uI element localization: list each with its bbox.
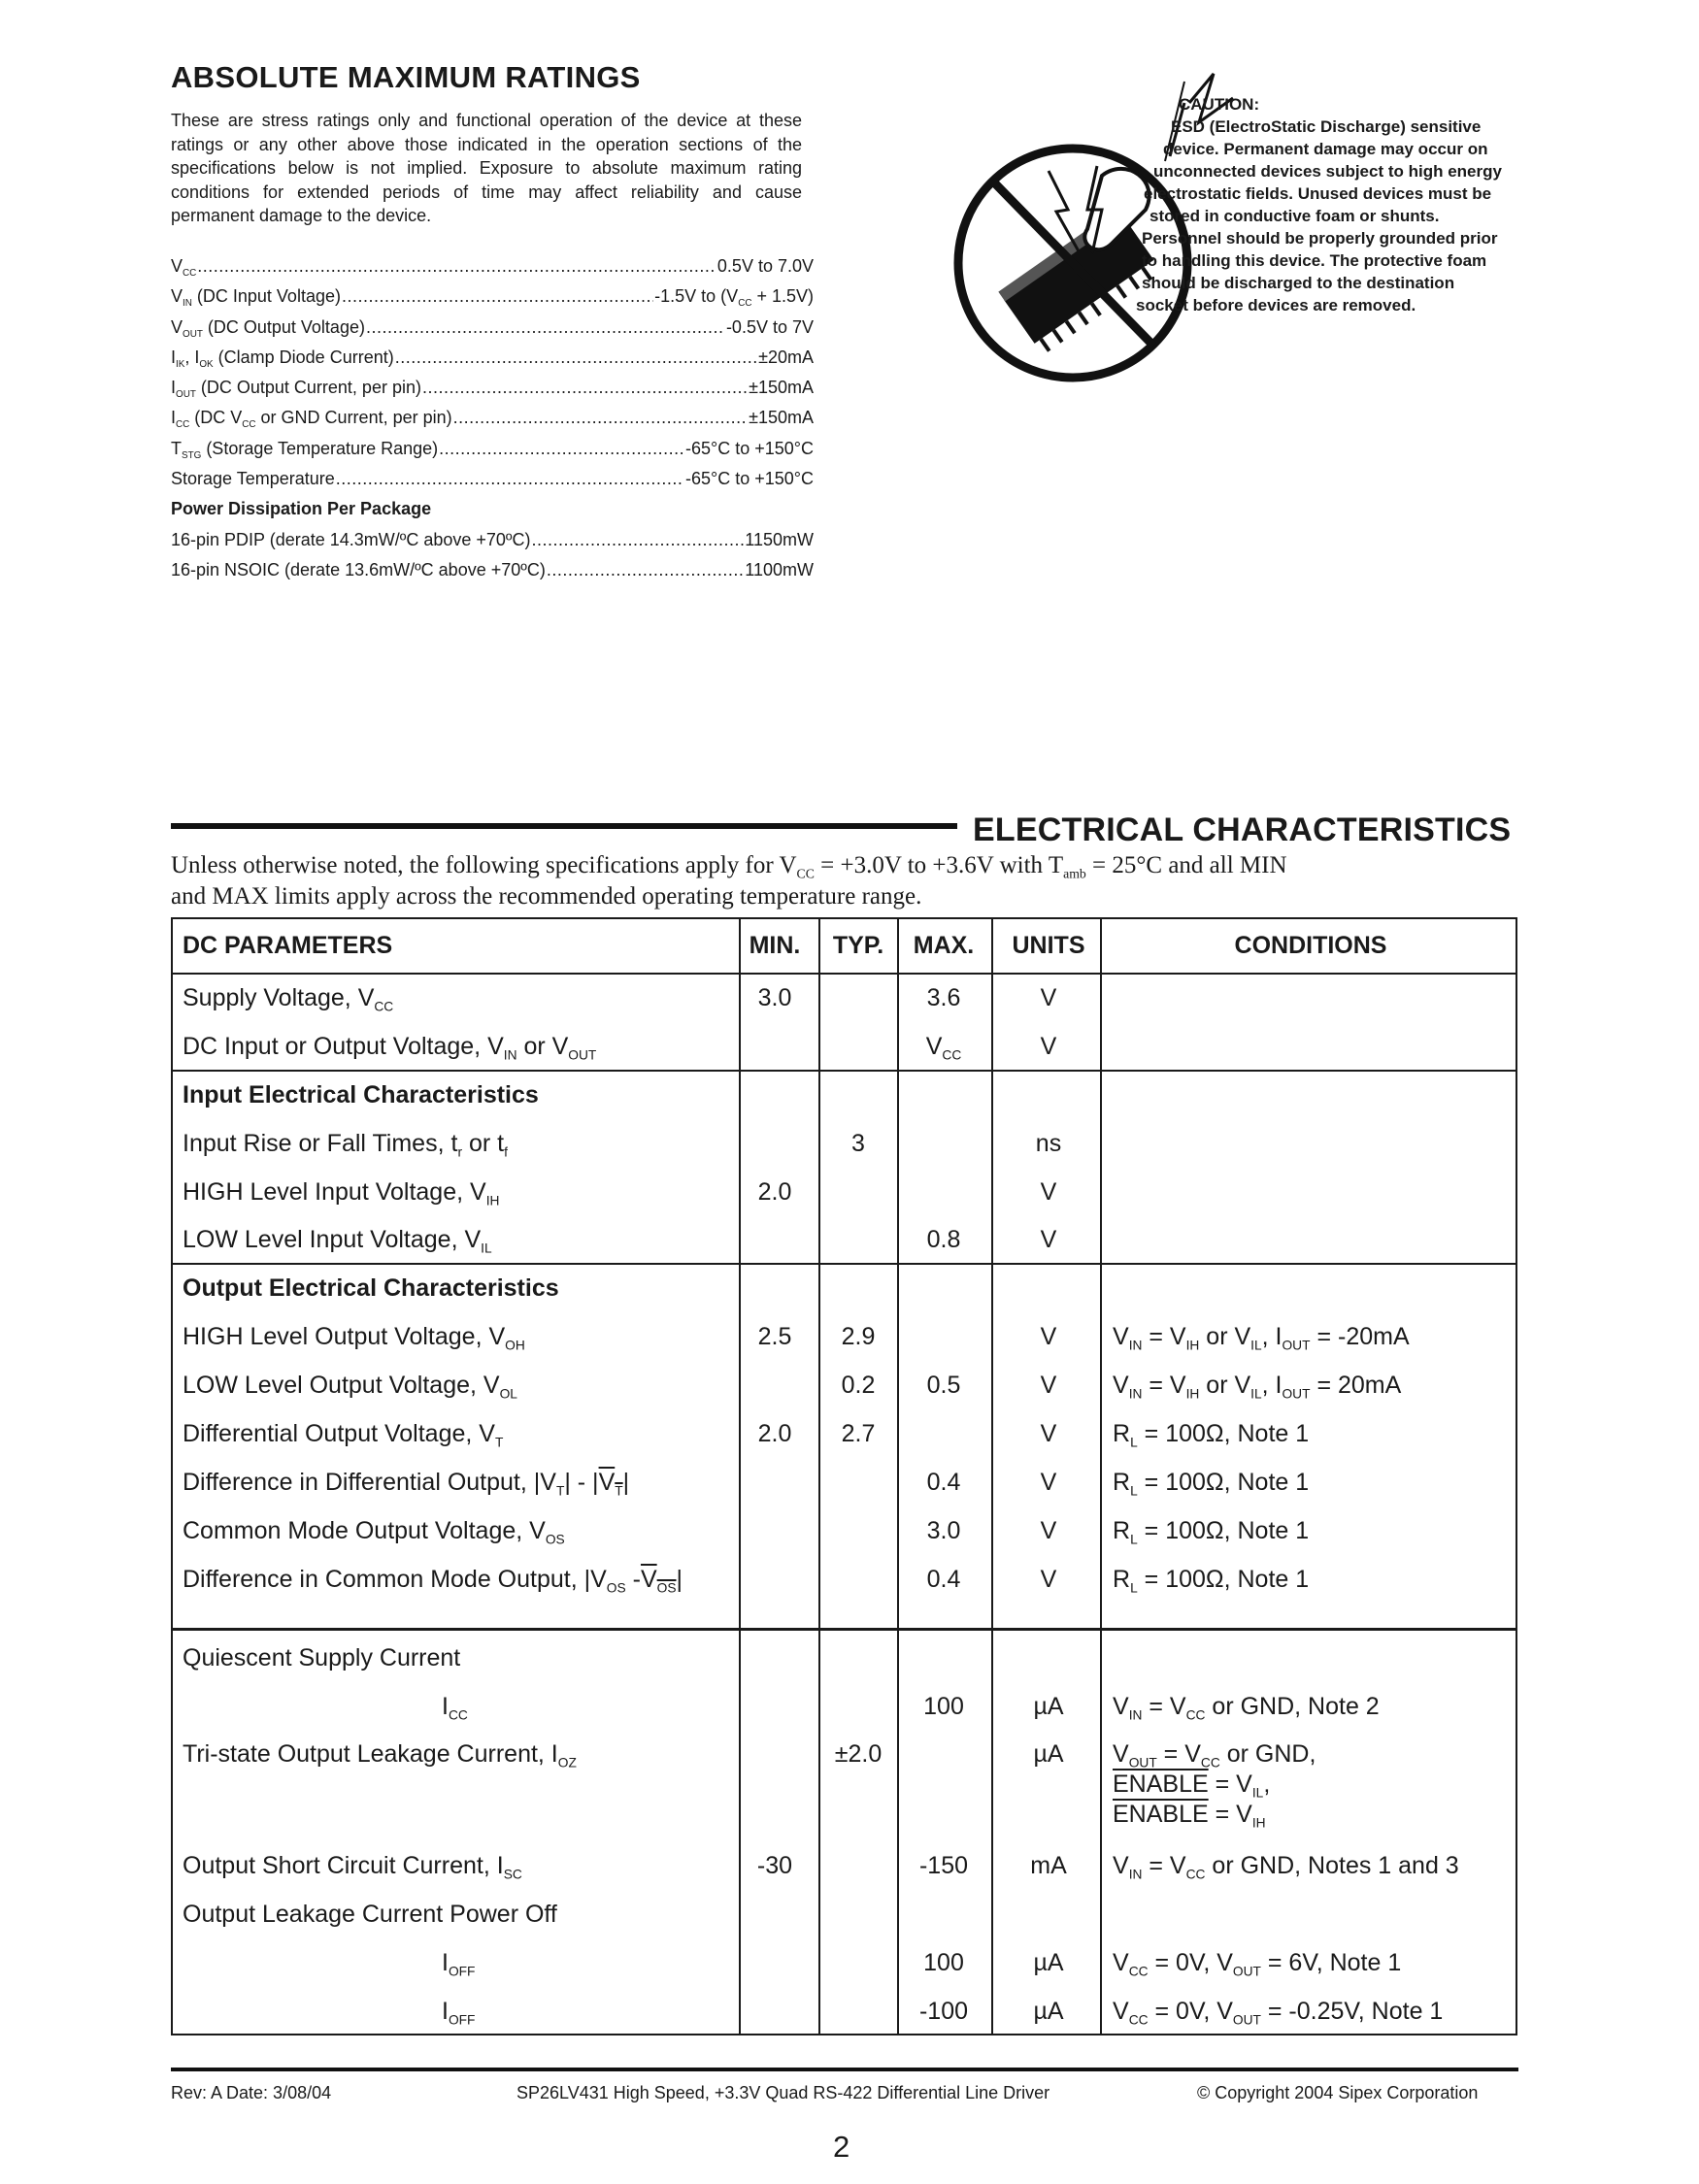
ratings-list bbox=[171, 256, 814, 590]
condition: $V_{IN} = V_{IH}$ or $V_{IL}$, $I_{OUT} = 20mA$ bbox=[1113, 1372, 1402, 1402]
condition: $V_{IN} = V_{CC}$ or GND, Notes 1 and 3 bbox=[1113, 1852, 1459, 1882]
footer-rule bbox=[171, 2068, 1518, 2071]
caution-line: CAUTION: bbox=[1179, 95, 1260, 114]
rating-vin: $V_{IN}$ (DC Input Voltage) ..... -1.5V to $(V_{CC} + 1.5V)$ bbox=[171, 286, 814, 316]
typ-value: 2.9 bbox=[841, 1323, 876, 1350]
power-heading: Power Dissipation Per Package bbox=[171, 499, 432, 519]
row-divider bbox=[173, 1628, 1516, 1631]
section-input: Input Electrical Characteristics bbox=[183, 1081, 539, 1109]
caution-line: socket before devices are removed. bbox=[1136, 296, 1416, 314]
rating-tstg: $T_{STG}$ (Storage Temperature Range) ..... -65°C to +150°C bbox=[171, 439, 814, 469]
unit-value: µA bbox=[1033, 1693, 1064, 1720]
table-row: Differential Output Voltage, $V_T$ bbox=[183, 1420, 504, 1450]
rating-vout: $V_{OUT}$ (DC Output Voltage) ..... -0.5V to 7V bbox=[171, 317, 814, 347]
power-nsoic: 16-pin NSOIC (derate 13.6mW/ºC above +70ºC) ..... 1100mW bbox=[171, 560, 814, 590]
condition: $R_L = 100\Omega$, Note 1 bbox=[1113, 1566, 1310, 1596]
row-divider bbox=[173, 973, 1516, 975]
rating-vcc: $V_{CC}$ ..... 0.5V to 7.0V bbox=[171, 256, 814, 286]
table-row: DC Input or Output Voltage, $V_{IN}$ or $V_{OUT}$ bbox=[183, 1033, 597, 1063]
max-value: 0.5 bbox=[926, 1372, 961, 1399]
amr-title: ABSOLUTE MAXIMUM RATINGS bbox=[171, 60, 641, 94]
col-divider bbox=[818, 919, 820, 2034]
max-value: 0.8 bbox=[926, 1226, 961, 1253]
section-output: Output Electrical Characteristics bbox=[183, 1274, 559, 1302]
table-row: LOW Level Output Voltage, $V_{OL}$ bbox=[183, 1372, 517, 1402]
max-value: 3.6 bbox=[926, 984, 961, 1011]
typ-value: 3 bbox=[851, 1130, 865, 1157]
min-value: 2.0 bbox=[757, 1178, 792, 1206]
dc-parameters-table bbox=[171, 917, 1517, 2035]
row-divider bbox=[173, 1070, 1516, 1072]
unit-value: V bbox=[1040, 1517, 1057, 1544]
table-row: Output Leakage Current Power Off bbox=[183, 1901, 557, 1928]
table-row: $I_{OFF}$ bbox=[442, 1998, 476, 2028]
esd-caution-text bbox=[1136, 93, 1538, 316]
caution-line: to handling this device. The protective foam bbox=[1142, 251, 1487, 270]
table-row: $I_{CC}$ bbox=[442, 1693, 468, 1723]
max-value: -150 bbox=[918, 1852, 969, 1879]
caution-line: stored in conductive foam or shunts. bbox=[1149, 207, 1440, 225]
footer-copyright: © Copyright 2004 Sipex Corporation bbox=[1197, 2083, 1479, 2102]
unit-value: mA bbox=[1030, 1852, 1067, 1879]
unit-value: µA bbox=[1033, 1998, 1064, 2025]
ec-title: ELECTRICAL CHARACTERISTICS bbox=[973, 811, 1512, 848]
table-row: Supply Voltage, $V_{CC}$ bbox=[183, 984, 394, 1014]
max-value: -100 bbox=[918, 1998, 969, 2025]
caution-line: unconnected devices subject to high energy bbox=[1153, 162, 1502, 181]
max-value: 100 bbox=[923, 1693, 964, 1720]
header-conditions: CONDITIONS bbox=[1234, 932, 1387, 959]
table-row: Difference in Common Mode Output, $|V_{OS}$ $-V_{OS}|$ bbox=[183, 1566, 683, 1596]
unit-value: µA bbox=[1033, 1740, 1064, 1768]
caution-line: Personnel should be properly grounded prior bbox=[1142, 229, 1498, 248]
caution-line: should be discharged to the destination bbox=[1142, 274, 1455, 292]
condition: $V_{IN} = V_{IH}$ or $V_{IL}$, $I_{OUT} = -20mA$ bbox=[1113, 1323, 1410, 1353]
min-value: -30 bbox=[756, 1852, 793, 1879]
rating-icc: $I_{CC}$ (DC $V_{CC}$ or GND Current, per pin) ..... ±150mA bbox=[171, 408, 814, 438]
max-value: 0.4 bbox=[926, 1469, 961, 1496]
table-row: HIGH Level Input Voltage, $V_{IH}$ bbox=[183, 1178, 500, 1208]
table-row: Difference in Differential Output, $|V_T| - |V_T|$ bbox=[183, 1469, 630, 1499]
unit-value: V bbox=[1040, 1420, 1057, 1447]
table-row: Quiescent Supply Current bbox=[183, 1644, 461, 1671]
condition: $R_L = 100\Omega$, Note 1 bbox=[1113, 1517, 1310, 1547]
unit-value: µA bbox=[1033, 1949, 1064, 1976]
rating-iout: $I_{OUT}$ (DC Output Current, per pin) ..... ±150mA bbox=[171, 378, 814, 408]
unit-value: ns bbox=[1035, 1130, 1062, 1157]
ec-note: Unless otherwise noted, the following specifications apply for $V_{CC} = +3.0V$ to +3.6V with $T_{amb} = 25^\circ C$ and all MIN and MAX limits apply across the recommended operating temperature range. bbox=[171, 852, 1287, 910]
header-units: UNITS bbox=[1012, 932, 1085, 959]
typ-value: 2.7 bbox=[841, 1420, 876, 1447]
unit-value: V bbox=[1040, 1372, 1057, 1399]
max-value: $V_{CC}$ bbox=[925, 1033, 962, 1063]
table-row: LOW Level Input Voltage, $V_{IL}$ bbox=[183, 1226, 492, 1256]
table-row: Input Rise or Fall Times, $t_r$ or $t_f$ bbox=[183, 1130, 508, 1160]
condition: $R_L = 100\Omega$, Note 1 bbox=[1113, 1420, 1310, 1450]
unit-value: V bbox=[1040, 1566, 1057, 1593]
max-value: 3.0 bbox=[926, 1517, 961, 1544]
condition: $R_L = 100\Omega$, Note 1 bbox=[1113, 1469, 1310, 1499]
footer-title: SP26LV431 High Speed, +3.3V Quad RS-422 Differential Line Driver bbox=[516, 2083, 1050, 2102]
typ-value: ±2.0 bbox=[834, 1740, 883, 1768]
power-pdip: 16-pin PDIP (derate 14.3mW/ºC above +70ºC) ..... 1150mW bbox=[171, 530, 814, 560]
table-row: $I_{OFF}$ bbox=[442, 1949, 476, 1979]
section-rule bbox=[171, 823, 957, 829]
header-typ: TYP. bbox=[832, 932, 884, 959]
rating-storage: Storage Temperature ..... -65°C to +150°C bbox=[171, 469, 814, 499]
table-row: Output Short Circuit Current, $I_{SC}$ bbox=[183, 1852, 522, 1882]
unit-value: V bbox=[1040, 1226, 1057, 1253]
condition: $V_{OUT} = V_{CC}$ or GND, ENABLE = $V_{IL}$, ENABLE = $V_{IH}$ bbox=[1113, 1740, 1316, 1831]
typ-value: 0.2 bbox=[841, 1372, 876, 1399]
table-row: HIGH Level Output Voltage, $V_{OH}$ bbox=[183, 1323, 525, 1353]
row-divider bbox=[173, 1263, 1516, 1265]
max-value: 100 bbox=[923, 1949, 964, 1976]
unit-value: V bbox=[1040, 1178, 1057, 1206]
unit-value: V bbox=[1040, 1323, 1057, 1350]
caution-line: ESD (ElectroStatic Discharge) sensitive bbox=[1171, 117, 1482, 136]
min-value: 3.0 bbox=[757, 984, 792, 1011]
caution-line: device. Permanent damage may occur on bbox=[1163, 140, 1488, 158]
min-value: 2.5 bbox=[757, 1323, 792, 1350]
unit-value: V bbox=[1040, 1469, 1057, 1496]
min-value: 2.0 bbox=[757, 1420, 792, 1447]
caution-line: electrostatic fields. Unused devices must be bbox=[1144, 184, 1492, 203]
header-min: MIN. bbox=[749, 932, 801, 959]
rating-clamp: $I_{IK}$, $I_{OK}$ (Clamp Diode Current) ..... ±20mA bbox=[171, 347, 814, 378]
header-max: MAX. bbox=[913, 932, 975, 959]
table-row: Tri-state Output Leakage Current, $I_{OZ}$ bbox=[183, 1740, 577, 1770]
col-divider bbox=[991, 919, 993, 2034]
table-row: Common Mode Output Voltage, $V_{OS}$ bbox=[183, 1517, 565, 1547]
unit-value: V bbox=[1040, 984, 1057, 1011]
condition: $V_{CC} = 0V$, $V_{OUT} = 6V$, Note 1 bbox=[1113, 1949, 1402, 1979]
page-number: 2 bbox=[833, 2130, 850, 2164]
condition: $V_{IN} = V_{CC}$ or GND, Note 2 bbox=[1113, 1693, 1380, 1723]
max-value: 0.4 bbox=[926, 1566, 961, 1593]
condition: $V_{CC} = 0V$, $V_{OUT} = -0.25V$, Note 1 bbox=[1113, 1998, 1444, 2028]
amr-intro: These are stress ratings only and functional operation of the device at these ratings or any other above those indicated in the operation sections of the specifications below is not implied. Exposure to absolute maximum rating conditions for extended periods of time may affect reliability and cause permanent damage to the device. bbox=[171, 111, 802, 225]
unit-value: V bbox=[1040, 1033, 1057, 1060]
header-param: DC PARAMETERS bbox=[183, 932, 393, 959]
footer-revision: Rev: A Date: 3/08/04 bbox=[171, 2083, 332, 2102]
